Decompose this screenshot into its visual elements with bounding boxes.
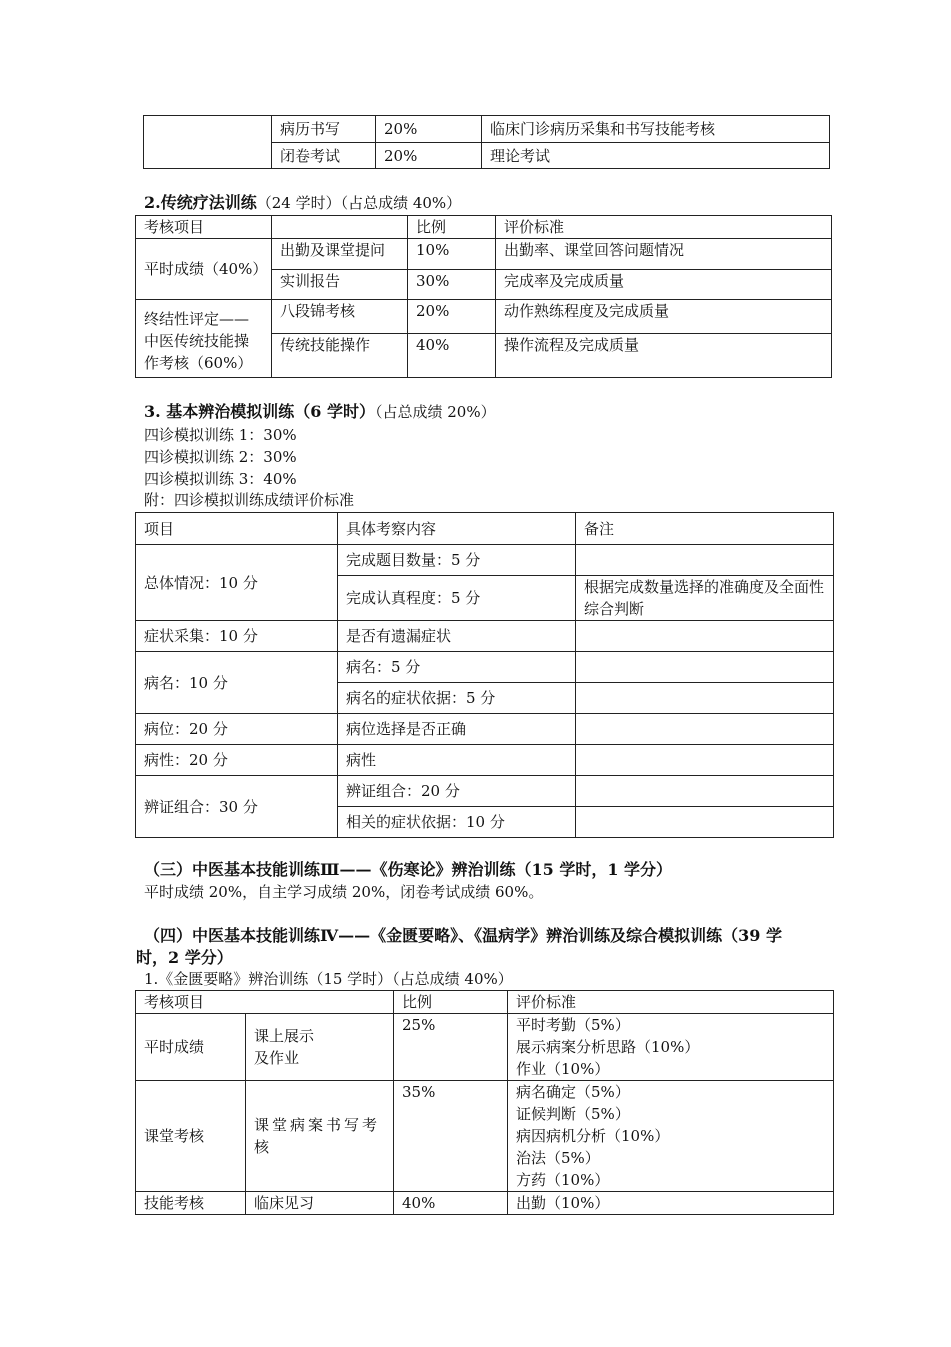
- part-3-text: 平时成绩 20%，自主学习成绩 20%，闭卷考试成绩 60%。: [144, 883, 544, 901]
- table-row: [144, 116, 830, 143]
- criteria-cell: 出勤（10%）: [508, 1192, 834, 1215]
- ratio-cell: 30%: [408, 270, 496, 300]
- text-line: 四诊模拟训练 1：30%: [144, 426, 297, 444]
- note-cell: [576, 745, 834, 776]
- content-cell: 病性: [338, 745, 576, 776]
- text-line: 附：四诊模拟训练成绩评价标准: [144, 491, 355, 509]
- jingui-training-table: [135, 990, 834, 1215]
- note-cell: [576, 683, 834, 714]
- text-line: 四诊模拟训练 3：40%: [144, 470, 297, 488]
- content-cell: 相关的症状依据：10 分: [338, 807, 576, 838]
- item-cell: 实训报告: [272, 270, 408, 300]
- four-diagnosis-criteria-table: [135, 512, 834, 838]
- table-header-row: [136, 513, 834, 545]
- content-cell: 辨证组合：20 分: [338, 776, 576, 807]
- category-cell: 课堂考核: [136, 1081, 246, 1192]
- header-criteria: 评价标准: [496, 216, 832, 239]
- category-cell: 平时成绩: [136, 1014, 246, 1081]
- note-cell: [576, 545, 834, 576]
- content-cell: 是否有遗漏症状: [338, 621, 576, 652]
- item-cell: 症状采集：10 分: [136, 621, 338, 652]
- ratio-cell: 35%: [394, 1081, 508, 1192]
- section-3-heading-bold: 3. 基本辨治模拟训练（6 学时）: [144, 402, 375, 421]
- ratio-cell: 40%: [408, 334, 496, 378]
- criteria-cell: 出勤率、课堂回答问题情况: [496, 239, 832, 270]
- section-3-heading: [144, 401, 496, 423]
- ratio-cell: 20%: [376, 143, 482, 169]
- header-ratio: 比例: [408, 216, 496, 239]
- table-row: [136, 239, 832, 270]
- item-cell: 课堂病案书写考核: [246, 1081, 394, 1192]
- header-criteria: 评价标准: [508, 991, 834, 1014]
- header-item: 考核项目: [136, 991, 394, 1014]
- part-3-heading: （三）中医基本技能训练Ⅲ——《伤寒论》辨治训练（15 学时，1 学分）: [144, 860, 673, 879]
- note-cell: [576, 652, 834, 683]
- table-row: [136, 776, 834, 807]
- item-cell: 病位：20 分: [136, 714, 338, 745]
- header-note: 备注: [576, 513, 834, 545]
- part-4-heading-line2: 时，2 学分）: [136, 948, 233, 967]
- part-4-heading-line1: （四）中医基本技能训练Ⅳ——《金匮要略》、《温病学》辨治训练及综合模拟训练（39 学: [144, 926, 782, 945]
- ratio-cell: 20%: [408, 300, 496, 334]
- item-cell: 临床见习: [246, 1192, 394, 1215]
- table-row: [136, 545, 834, 576]
- empty-cell: [144, 116, 272, 169]
- table-row: [136, 621, 834, 652]
- note-cell: [576, 621, 834, 652]
- table-row: [136, 1192, 834, 1215]
- item-cell: 总体情况：10 分: [136, 545, 338, 621]
- table-row: [136, 1014, 834, 1081]
- note-cell: [576, 714, 834, 745]
- criteria-cell: 完成率及完成质量: [496, 270, 832, 300]
- note-cell: [576, 807, 834, 838]
- item-cell: 课上展示 及作业: [246, 1014, 394, 1081]
- header-ratio: 比例: [394, 991, 508, 1014]
- section-2-heading-normal: （24 学时）（占总成绩 40%）: [256, 194, 462, 212]
- section-2-heading: [144, 192, 461, 214]
- item-cell: 传统技能操作: [272, 334, 408, 378]
- table-row: [136, 300, 832, 334]
- table-row: [136, 1081, 834, 1192]
- ratio-cell: 20%: [376, 116, 482, 143]
- item-cell: 辨证组合：30 分: [136, 776, 338, 838]
- group-label: 终结性评定——中医传统技能操作考核（60%）: [136, 300, 272, 378]
- traditional-therapy-table: [135, 215, 832, 378]
- table-header-row: [136, 216, 832, 239]
- item-cell: 八段锦考核: [272, 300, 408, 334]
- content-cell: 完成题目数量：5 分: [338, 545, 576, 576]
- note-cell: 根据完成数量选择的准确度及全面性综合判断: [576, 576, 834, 621]
- item-cell: 闭卷考试: [272, 143, 376, 169]
- criteria-cell: 平时考勤（5%） 展示病案分析思路（10%） 作业（10%）: [508, 1014, 834, 1081]
- section-2-heading-bold: 2.传统疗法训练: [144, 193, 257, 212]
- criteria-cell: 动作熟练程度及完成质量: [496, 300, 832, 334]
- item-cell: 病历书写: [272, 116, 376, 143]
- table-header-row: [136, 991, 834, 1014]
- criteria-cell: 临床门诊病历采集和书写技能考核: [482, 116, 830, 143]
- content-cell: 病名的症状依据：5 分: [338, 683, 576, 714]
- ratio-cell: 25%: [394, 1014, 508, 1081]
- item-cell: 病性：20 分: [136, 745, 338, 776]
- group-label: 平时成绩（40%）: [136, 239, 272, 300]
- header-item: 项目: [136, 513, 338, 545]
- text-line: 四诊模拟训练 2：30%: [144, 448, 297, 466]
- note-cell: [576, 776, 834, 807]
- criteria-cell: 病名确定（5%） 证候判断（5%） 病因病机分析（10%） 治法（5%） 方药（10%）: [508, 1081, 834, 1192]
- content-cell: 完成认真程度：5 分: [338, 576, 576, 621]
- table-row: [136, 652, 834, 683]
- ratio-cell: 40%: [394, 1192, 508, 1215]
- table-row: [136, 714, 834, 745]
- header-content: 具体考察内容: [338, 513, 576, 545]
- table-row: [136, 745, 834, 776]
- criteria-cell: 理论考试: [482, 143, 830, 169]
- ratio-cell: 10%: [408, 239, 496, 270]
- header-empty: [272, 216, 408, 239]
- item-cell: 出勤及课堂提问: [272, 239, 408, 270]
- header-item: 考核项目: [136, 216, 272, 239]
- criteria-cell: 操作流程及完成质量: [496, 334, 832, 378]
- part-4-sub-heading: 1.《金匮要略》辨治训练（15 学时）（占总成绩 40%）: [144, 970, 513, 988]
- category-cell: 技能考核: [136, 1192, 246, 1215]
- table-continuation: [143, 115, 830, 169]
- section-3-heading-normal: （占总成绩 20%）: [374, 403, 496, 421]
- content-cell: 病位选择是否正确: [338, 714, 576, 745]
- item-cell: 病名：10 分: [136, 652, 338, 714]
- content-cell: 病名：5 分: [338, 652, 576, 683]
